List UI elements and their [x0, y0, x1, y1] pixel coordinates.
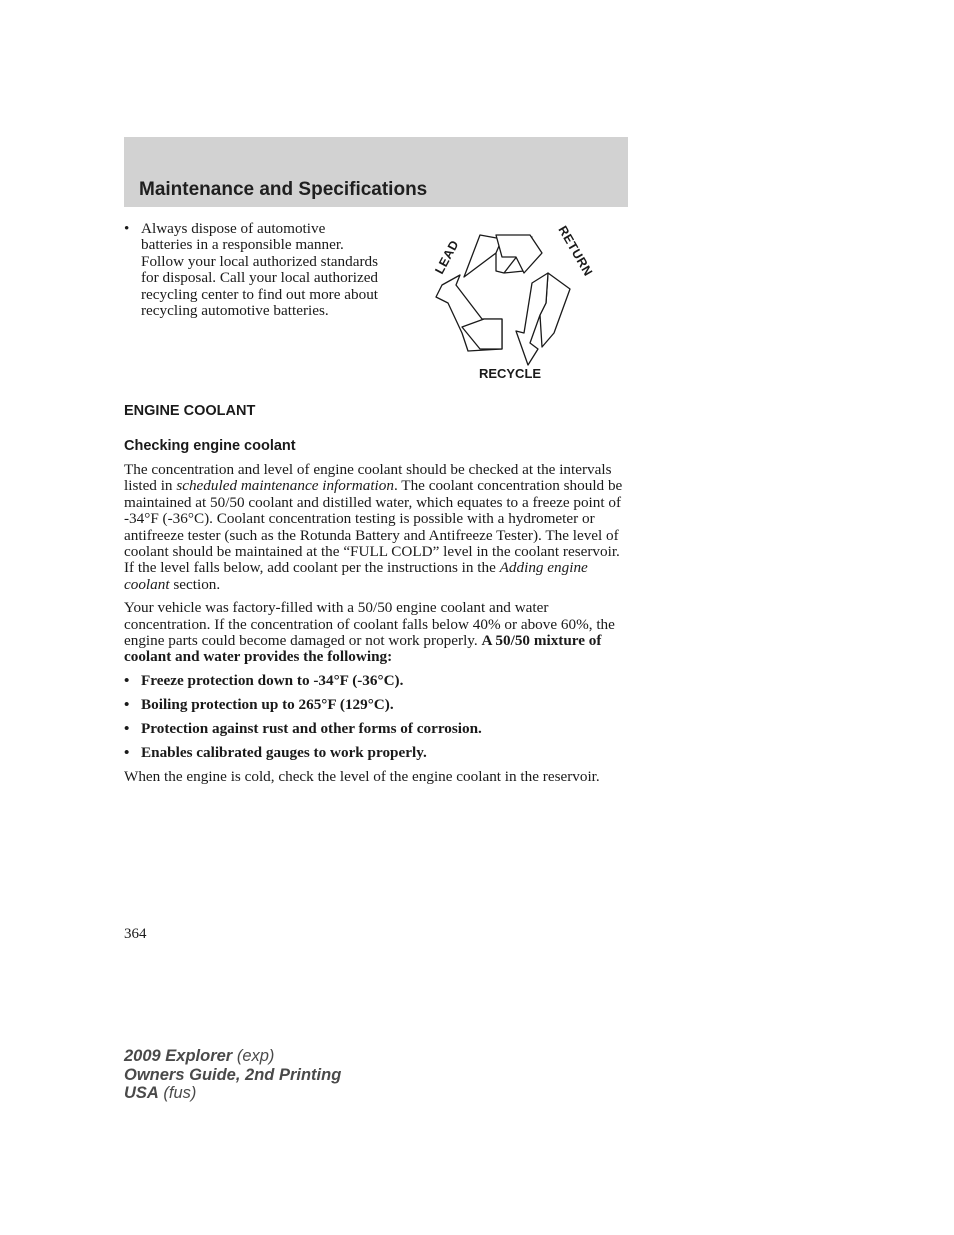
text-run: . The coolant concentration should be maintained at 50/50 coolant and distilled water, which equates to a freeze point of -34°F (-36°C). Coolant concentration testing is possible with a hydrometer or antifreeze tester (such as the Rotunda Battery and Antifreeze Tester). The level of coolant should be maintained at the “FULL COLD” level in the coolant reservoir. If the level falls below, add coolant per the instructions in the	[124, 477, 623, 577]
header-band	[124, 137, 628, 207]
coolant-mixture-paragraph	[124, 600, 630, 666]
list-item-text: Enables calibrated gauges to work properly.	[141, 743, 427, 761]
bullet: •	[124, 719, 130, 737]
bullet: •	[124, 695, 130, 713]
coolant-benefits-list	[124, 673, 630, 761]
bullet: •	[124, 220, 130, 237]
page-number: 364	[124, 926, 147, 942]
list-item	[124, 697, 630, 713]
coolant-check-paragraph	[124, 462, 630, 593]
text-run: Your vehicle was factory-filled with a 50/50 engine coolant and water concentration. If the concentration of coolant falls below 40% or above 60%, the engine parts could become damaged or not work properly.	[124, 599, 615, 650]
battery-disposal-section	[124, 221, 630, 391]
logo-label-lead: LEAD	[432, 237, 462, 277]
bullet: •	[124, 743, 130, 761]
bullet: •	[124, 671, 130, 689]
lead-recycle-icon	[420, 223, 604, 385]
logo-label-return: RETURN	[555, 223, 596, 279]
page-content	[124, 221, 630, 785]
battery-disposal-text: Always dispose of automotive batteries in a responsible manner. Follow your local authorized standards for disposal. Call your local authorized recycling center to find out more about recycling automotive batteries.	[141, 220, 379, 320]
text-run: The concentration and level of engine coolant should be checked at the intervals listed in	[124, 461, 612, 495]
mixture-benefits-intro: A 50/50 mixture of coolant and water provides the following:	[124, 632, 602, 666]
coolant-level-paragraph: When the engine is cold, check the level of the engine coolant in the reservoir.	[124, 767, 600, 785]
list-item-text: Protection against rust and other forms of corrosion.	[141, 719, 482, 737]
footer-model-code: (exp)	[232, 1047, 275, 1065]
list-item	[124, 673, 630, 689]
subsection-heading-checking-coolant: Checking engine coolant	[124, 438, 296, 454]
logo-label-recycle: RECYCLE	[478, 366, 542, 381]
reference-scheduled-maintenance: scheduled maintenance information	[176, 477, 394, 495]
footer-market-code: (fus)	[158, 1084, 197, 1102]
list-item-text: Freeze protection down to -34°F (-36°C).	[141, 671, 404, 689]
list-item	[124, 745, 630, 761]
section-heading-engine-coolant: ENGINE COOLANT	[124, 403, 256, 419]
list-item	[124, 221, 379, 319]
footer-line-model	[124, 1047, 341, 1066]
footer	[124, 1047, 341, 1103]
battery-disposal-note	[124, 221, 379, 319]
reference-adding-engine-coolant: Adding engine coolant	[124, 559, 588, 593]
footer-model: 2009 Explorer	[124, 1047, 233, 1065]
footer-market: USA	[124, 1084, 159, 1102]
text-run: section.	[169, 575, 221, 593]
list-item	[124, 721, 630, 737]
list-item-text: Boiling protection up to 265°F (129°C).	[141, 695, 394, 713]
footer-guide: Owners Guide, 2nd Printing	[124, 1065, 342, 1084]
footer-line-guide	[124, 1066, 341, 1085]
footer-line-market	[124, 1084, 341, 1103]
page-title: Maintenance and Specifications	[139, 179, 428, 200]
